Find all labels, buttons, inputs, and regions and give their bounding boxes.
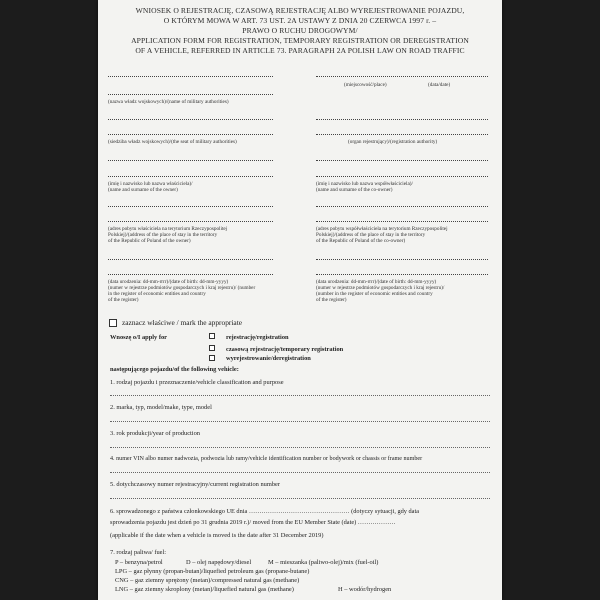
- owner-address-label-2: Polskiej)/(address of the place of stay in the territory: [108, 232, 218, 238]
- military-name-line[interactable]: [108, 94, 273, 95]
- owner-birth-label-2: (numer w rejestrze podmiotów gospodarczych i kraj rejestru)/ (number: [108, 285, 256, 291]
- registration-authority-line-1[interactable]: [316, 119, 488, 120]
- item-7-label: 7. rodzaj paliwa/ fuel:: [110, 549, 167, 556]
- owner-address-label-3: of the Republic of Poland of the owner): [108, 238, 191, 244]
- temporary-registration-checkbox[interactable]: [209, 345, 215, 351]
- fuel-petrol: P – benzyna/petrol: [115, 559, 163, 566]
- coowner-birth-label-3: (number in the register of economic entities and country: [316, 291, 433, 297]
- fuel-lng: LNG – gaz ziemny skroplony (metan)/liquefied natural gas (methane): [115, 586, 294, 593]
- form-page: [98, 0, 502, 600]
- fuel-cng: CNG – gaz ziemny sprężony (metan)/compressed natural gas (methane): [115, 577, 300, 584]
- coowner-birth-label-1: (data urodzenia: dd-mm-rrrr)/(date of birth: dd-mm-yyyy): [316, 279, 437, 285]
- registration-checkbox[interactable]: [209, 333, 215, 339]
- owner-birth-label-4: of the register): [108, 297, 139, 303]
- owner-name-line-2[interactable]: [108, 176, 273, 177]
- item-4-label: 4. numer VIN albo numer nadwozia, podwozia lub ramy/vehicle identification number or bodywork or chassis or frame number: [110, 456, 423, 462]
- place-label: (miejscowość/place): [344, 82, 387, 88]
- deregistration-checkbox[interactable]: [209, 355, 215, 361]
- coowner-name-line-2[interactable]: [316, 176, 488, 177]
- owner-name-label-pl: (imię i nazwisko lub nazwa właściciela)/: [108, 181, 193, 187]
- item-2-label: 2. marka, typ, model/make, type, model: [110, 404, 212, 411]
- coowner-name-label-pl: (imię i nazwisko lub nazwa współwłaściciela)/: [316, 181, 413, 187]
- form-title-pl-line2: O KTÓRYM MOWA W ART. 73 UST. 2A USTAWY Z DNIA 20 CZERWCA 1997 r. –: [163, 16, 437, 25]
- registration-authority-line-2[interactable]: [316, 134, 488, 135]
- owner-birth-line-1[interactable]: [108, 259, 273, 260]
- owner-address-line-1[interactable]: [108, 206, 273, 207]
- registration-option: rejestrację/registration: [226, 334, 289, 341]
- military-seat-line-1[interactable]: [108, 119, 273, 120]
- owner-birth-label-3: in the register of economic entities and country: [108, 291, 206, 297]
- coowner-address-label-2: Polskiej)/(address of the place of stay in the territory: [316, 232, 426, 238]
- fuel-hydrogen: H – wodór/hydrogen: [338, 586, 392, 593]
- legend-checkbox: [109, 319, 117, 327]
- fuel-mix: M – mieszanka (paliwo-olej)/mix (fuel-oil): [268, 559, 379, 566]
- form-title-en-line1: APPLICATION FORM FOR REGISTRATION, TEMPORARY REGISTRATION OR DEREGISTRATION: [131, 36, 469, 45]
- coowner-name-line-1[interactable]: [316, 160, 488, 161]
- item-5-line[interactable]: [110, 498, 490, 499]
- fuel-diesel: D – olej napędowy/diesel: [186, 559, 252, 566]
- coowner-address-label-3: of the Republic of Poland of the co-owner): [316, 238, 406, 244]
- item-3-label: 3. rok produkcji/year of production: [110, 430, 200, 437]
- coowner-birth-line-2[interactable]: [316, 274, 488, 275]
- coowner-birth-label-2: (numer w rejestrze podmiotów gospodarczych i kraj rejestru)/: [316, 285, 445, 291]
- fuel-lpg: LPG – gaz płynny (propan-butan)/liquefied petroleum gas (propane-butane): [115, 568, 310, 575]
- item-5-label: 5. dotychczasowy numer rejestracyjny/current registration number: [110, 481, 281, 488]
- form-title-pl-line3: PRAWO O RUCHU DROGOWYM/: [242, 26, 358, 35]
- date-label: (data/date): [428, 82, 451, 88]
- registration-authority-label: (organ rejestrujący)/(registration authority): [348, 139, 438, 145]
- coowner-address-label-1: (adres pobytu współwłaściciela na terytorium Rzeczypospolitej: [316, 226, 448, 232]
- coowner-address-line-2[interactable]: [316, 221, 488, 222]
- item-2-line[interactable]: [110, 421, 490, 422]
- owner-birth-line-2[interactable]: [108, 274, 273, 275]
- coowner-birth-label-4: of the register): [316, 297, 347, 303]
- item-1-label: 1. rodzaj pojazdu i przeznaczenie/vehicle classification and purpose: [110, 379, 284, 386]
- item-6-label-2: sprowadzenia pojazdu jest dzień po 31 grudnia 2019 r.)/ moved from the EU Member State (date) ………………: [110, 519, 396, 526]
- following-vehicle-label: następującego pojazdu/of the following vehicle:: [110, 366, 239, 373]
- item-6-label-1: 6. sprowadzonego z państwa członkowskiego UE dnia ………………………………………… (dotyczy sytuacji, gdy data: [110, 508, 420, 515]
- item-3-line[interactable]: [110, 447, 490, 448]
- military-name-label: (nazwa władz wojskowych)/(name of military authorities): [108, 99, 229, 105]
- apply-for-label: Wnoszę o/I apply for: [110, 334, 167, 341]
- owner-address-line-2[interactable]: [108, 221, 273, 222]
- deregistration-option: wyrejestrowanie/deregistration: [226, 355, 311, 362]
- form-title-en-line2: OF A VEHICLE, REFERRED IN ARTICLE 73. PARAGRAPH 2A POLISH LAW ON ROAD TRAFFIC: [135, 46, 465, 55]
- item-1-line[interactable]: [110, 395, 490, 396]
- mark-appropriate-label: zaznacz właściwe / mark the appropriate: [122, 318, 243, 327]
- coowner-birth-line-1[interactable]: [316, 259, 488, 260]
- owner-name-label-en: (name and surname of the owner): [108, 187, 178, 193]
- coowner-address-line-1[interactable]: [316, 206, 488, 207]
- item-6-label-3: (applicable if the date when a vehicle is moved is the date after 31 December 2019): [110, 532, 324, 539]
- temporary-registration-option: czasową rejestrację/temporary registration: [226, 346, 344, 353]
- authority-line-top[interactable]: [108, 76, 273, 77]
- place-date-line[interactable]: [316, 76, 488, 77]
- military-seat-line-2[interactable]: [108, 134, 273, 135]
- owner-birth-label-1: (data urodzenia: dd-mm-rrrr)/(date of birth: dd-mm-yyyy): [108, 279, 229, 285]
- owner-address-label-1: (adres pobytu właściciela na terytorium Rzeczypospolitej: [108, 226, 228, 232]
- coowner-name-label-en: (name and surname of the co-owner): [316, 187, 393, 193]
- form-title-pl-line1: WNIOSEK O REJESTRACJĘ, CZASOWĄ REJESTRACJĘ ALBO WYREJESTROWANIE POJAZDU,: [135, 6, 465, 15]
- owner-name-line-1[interactable]: [108, 160, 273, 161]
- item-4-line[interactable]: [110, 472, 490, 473]
- military-seat-label: (siedziba władz wojskowych)/(the seat of military authorities): [108, 139, 237, 145]
